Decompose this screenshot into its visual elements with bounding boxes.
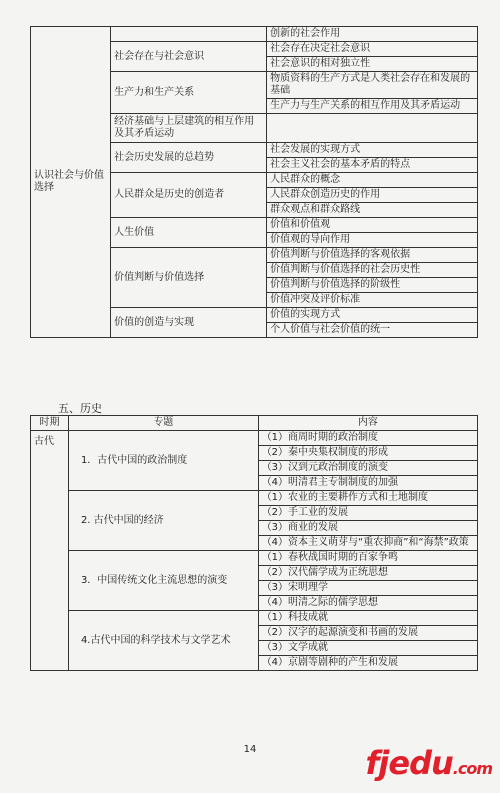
politics-table <box>30 26 478 338</box>
topic-cell: 价值判断与价值选择 <box>111 248 267 308</box>
content-cell: 价值冲突及评价标准 <box>267 293 478 308</box>
watermark-logo <box>365 744 492 782</box>
topic-cell: 经济基础与上层建筑的相互作用及其矛盾运动 <box>111 114 267 143</box>
content-cell: 价值的实现方式 <box>267 308 478 323</box>
content-cell: 个人价值与社会价值的统一 <box>267 323 478 338</box>
content-cell: （3）文学成就 <box>258 641 477 656</box>
content-cell: 人民群众的概念 <box>267 173 478 188</box>
topic-cell: 4.古代中国的科学技术与文学艺术 <box>68 611 258 671</box>
content-cell: 群众观点和群众路线 <box>267 203 478 218</box>
content-cell: （1）春秋战国时期的百家争鸣 <box>258 551 477 566</box>
content-cell: 创新的社会作用 <box>267 27 478 42</box>
content-cell: 价值判断与价值选择的客观依据 <box>267 248 478 263</box>
content-cell: 价值判断与价值选择的社会历史性 <box>267 263 478 278</box>
content-cell: 社会发展的实现方式 <box>267 143 478 158</box>
watermark-main: fjedu <box>365 744 453 782</box>
content-cell: （4）明清君主专制制度的加强 <box>258 476 477 491</box>
content-cell: 社会存在决定社会意识 <box>267 42 478 57</box>
content-cell: （1）商周时期的政治制度 <box>258 431 477 446</box>
content-cell: 价值观的导向作用 <box>267 233 478 248</box>
content-cell: （1）农业的主要耕作方式和土地制度 <box>258 491 477 506</box>
topic-cell <box>111 27 267 42</box>
content-cell: 人民群众创造历史的作用 <box>267 188 478 203</box>
topic-cell: 社会存在与社会意识 <box>111 42 267 72</box>
content-cell: （4）京剧等剧种的产生和发展 <box>258 656 477 671</box>
history-table <box>30 415 478 671</box>
content-cell: （3）商业的发展 <box>258 521 477 536</box>
topic-cell: 人生价值 <box>111 218 267 248</box>
content-cell: 社会主义社会的基本矛盾的特点 <box>267 158 478 173</box>
topic-cell: 社会历史发展的总趋势 <box>111 143 267 173</box>
content-cell: （3）汉到元政治制度的演变 <box>258 461 477 476</box>
header-topic: 专题 <box>68 416 258 431</box>
content-cell: （2）手工业的发展 <box>258 506 477 521</box>
topic-cell: 价值的创造与实现 <box>111 308 267 338</box>
content-cell: 社会意识的相对独立性 <box>267 57 478 72</box>
period-cell: 古代 <box>31 431 69 671</box>
content-cell: （2）秦中央集权制度的形成 <box>258 446 477 461</box>
header-content: 内容 <box>258 416 477 431</box>
content-cell: （4）资本主义萌芽与“重农抑商”和“海禁”政策 <box>258 536 477 551</box>
watermark-domain: .com <box>452 759 492 778</box>
content-cell: 物质资料的生产方式是人类社会存在和发展的基础 <box>267 72 478 99</box>
content-cell: （1）科技成就 <box>258 611 477 626</box>
topic-cell: 3．中国传统文化主流思想的演变 <box>68 551 258 611</box>
content-cell: （3）宋明理学 <box>258 581 477 596</box>
category-cell: 认识社会与价值选择 <box>31 27 111 338</box>
content-cell: （4）明清之际的儒学思想 <box>258 596 477 611</box>
content-cell <box>267 114 478 143</box>
section-title: 五、历史 <box>58 402 102 415</box>
page-number: 14 <box>243 744 257 755</box>
topic-cell: 生产力和生产关系 <box>111 72 267 114</box>
topic-cell: 人民群众是历史的创造者 <box>111 173 267 218</box>
content-cell: 价值和价值观 <box>267 218 478 233</box>
topic-cell: 2. 古代中国的经济 <box>68 491 258 551</box>
content-cell: 价值判断与价值选择的阶级性 <box>267 278 478 293</box>
content-cell: （2）汉字的起源演变和书画的发展 <box>258 626 477 641</box>
topic-cell: 1．古代中国的政治制度 <box>68 431 258 491</box>
header-period: 时期 <box>31 416 69 431</box>
content-cell: （2）汉代儒学成为正统思想 <box>258 566 477 581</box>
content-cell: 生产力与生产关系的相互作用及其矛盾运动 <box>267 99 478 114</box>
